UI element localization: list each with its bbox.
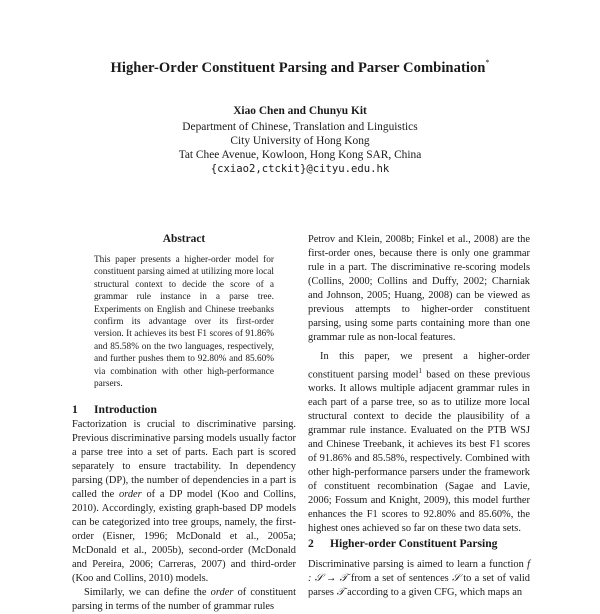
sec2-text-b: from a set of sentences [347,573,452,584]
affiliation-address: Tat Chee Avenue, Kowloon, Hong Kong SAR, China [178,149,422,161]
abstract-heading: Abstract [162,233,206,245]
abstract-text: This paper presents a higher-order model for constituent parsing aimed at utilizing more local structural context to decide the score of a grammar rule instance in a parse tree. Experiments on English and Chinese treebanks confirm its advantage over its first-order version. It achieves its best F1 scores of 91.86% and 85.58% on the two languages, respectively, and further pushes them to 92.80% and 85.60% via combination with other high-performance parsers. [94,255,274,390]
intro-p2-text-a: Similarly, we can define the [84,587,211,598]
sec2-text-c: to a set of valid parses [308,573,530,598]
author-names: Xiao Chen and Chunyu Kit [233,105,367,117]
intro-p1-emphasis: order [118,489,142,500]
affiliation-university: City University of Hong Kong [230,135,370,147]
sec2-math-sentences: 𝒮 [451,573,461,584]
author-email: {cxiao2,ctckit}@cityu.edu.hk [210,163,390,175]
intro-paragraph-1 [72,418,296,586]
sec2-math-parses: 𝒯 [336,587,345,598]
right-column-body [308,233,530,536]
paper-title [0,59,600,77]
section-1-number: 1 [72,403,78,416]
section-2-heading [308,537,497,550]
section-2-number: 2 [308,537,314,550]
title-footnote-mark: * [485,58,490,67]
paper-title-text: Higher-Order Constituent Parsing and Parser Combination [110,59,486,76]
introduction-body [72,418,296,614]
affiliation-department: Department of Chinese, Translation and Linguistics [182,121,418,133]
intro-p1-text-b: of a DP model (Koo and Collins, 2010). Accordingly, existing graph-based DP models can be categorized into tree groups, namely, the first-order (Eisner, 1996; McDonald et al., 2005a; McDonald et al., 2005b), second-order (McDonald and Pereira, 2006; Carreras, 2007) and third-order (Koo and Collins, 2010) models. [72,489,296,584]
sec2-math-function: f : 𝒮 → 𝒯 [308,559,530,584]
section-2-body [308,558,530,600]
section-1-title: Introduction [94,403,157,416]
section-2-title: Higher-order Constituent Parsing [330,537,498,550]
section-2-paragraph [308,558,530,600]
intro-p1-text-a: Factorization is crucial to discriminative parsing. Previous discriminative parsing models usually factor a parse tree into a set of parts. Each part is scored separately to ensure tractability. In dependency parsing (DP), the number of dependencies in a part is called the [72,419,296,500]
right-p2-text-a: In this paper, we present a higher-order constituent parsing model [308,351,530,381]
right-paragraph-2 [308,350,530,536]
sec2-text-a: Discriminative parsing is aimed to learn a function [308,559,528,570]
right-paragraph-1: Petrov and Klein, 2008b; Finkel et al., 2008) are the first-order ones, because there is only one grammar rule in a part. The discriminative re-scoring models (Collins, 2000; Collins and Duffy, 2002; Charniak and Johnson, 2005; Huang, 2008) can be viewed as previous attempts to higher-order constituent parsing, using some parts containing more than one grammar rule as non-local features. [308,234,530,343]
intro-p2-text-b: of constituent parsing in terms of the number of grammar rules [72,587,296,612]
intro-p2-emphasis: order [210,587,234,598]
right-p2-text-b: based on these previous works. It allows multiple adjacent grammar rules in each part of a parse tree, so as to utilize more local structural context to decide the plausibility of a grammar rule instance. Evaluated on the PTB WSJ and Chinese Treebank, it achieves its best F1 scores of 91.86% and 85.58%, respectively. Combined with other high-performance parsers under the framework of constituent recombination (Sagae and Lavie, 2006; Fossum and Knight, 2009), this model further enhances the F1 scores to 92.80% and 85.60%, the highest ones achieved so far on these two data sets. [308,369,530,535]
sec2-text-d: according to a given CFG, which maps an [344,587,523,598]
footnote-marker: 1 [418,367,423,375]
section-1-heading [72,403,157,416]
intro-paragraph-2 [72,586,296,614]
